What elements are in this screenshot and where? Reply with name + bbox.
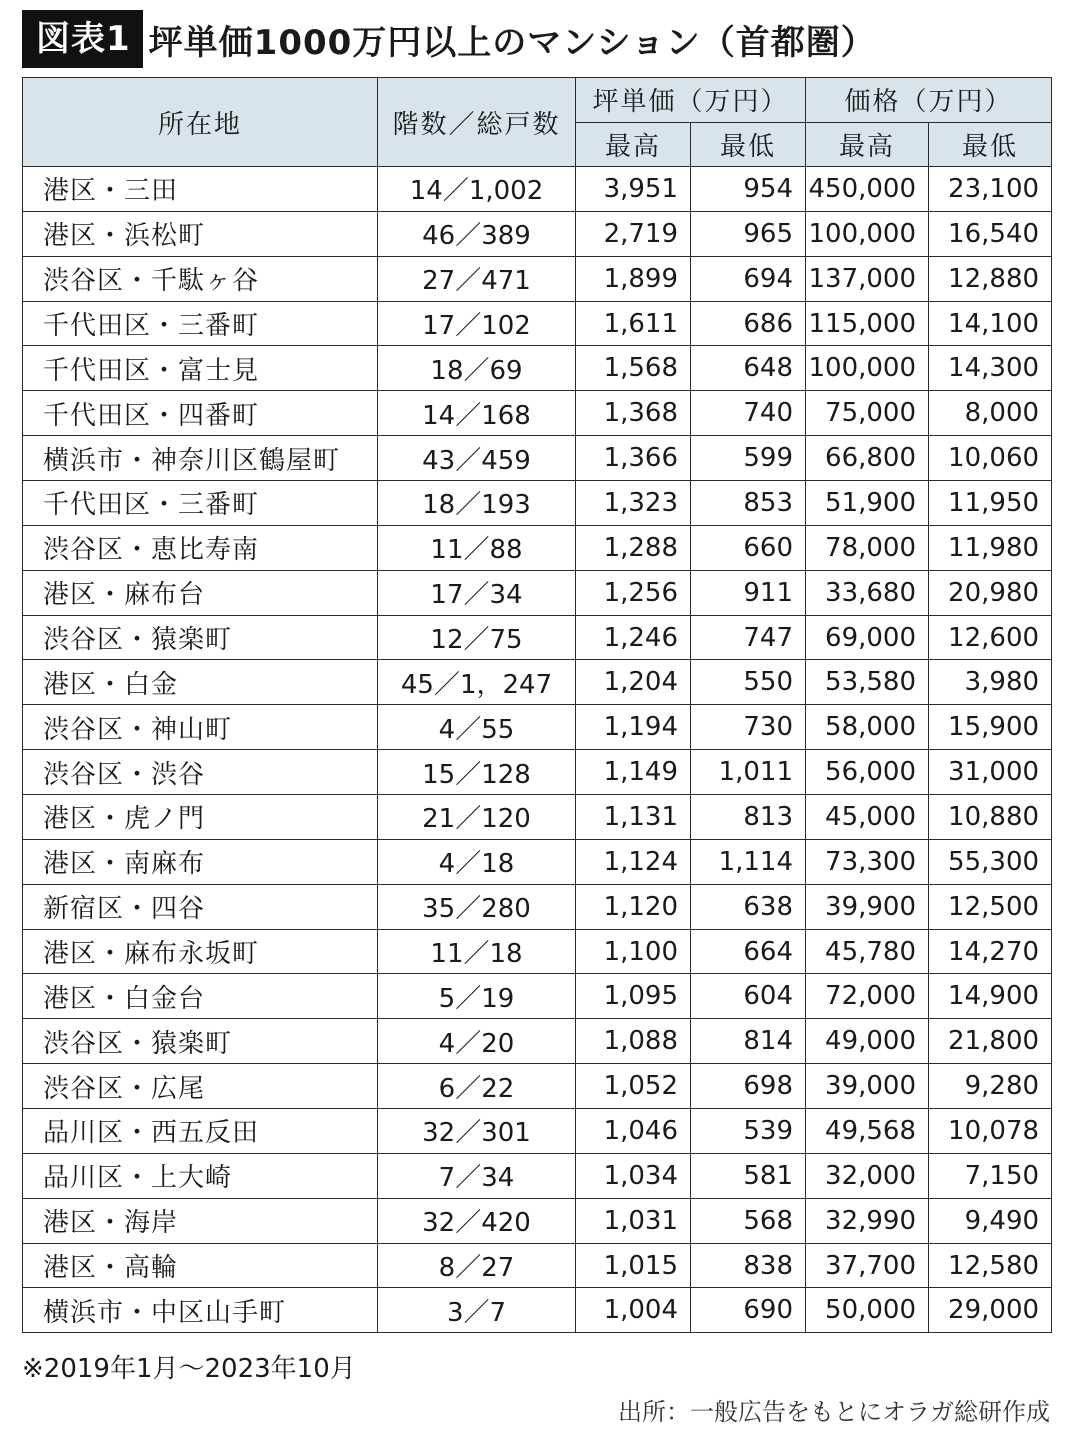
cell-floors-units: 12／75 bbox=[378, 615, 576, 660]
cell-location: 千代田区・三番町 bbox=[23, 301, 378, 346]
cell-floors-units: 14／1,002 bbox=[378, 167, 576, 212]
cell-floors-units: 4／20 bbox=[378, 1019, 576, 1064]
cell-price-high: 100,000 bbox=[806, 346, 929, 391]
cell-location: 港区・白金台 bbox=[23, 974, 378, 1019]
cell-price-low: 20,980 bbox=[929, 570, 1052, 615]
cell-price-high: 100,000 bbox=[806, 211, 929, 256]
cell-floors-units: 18／69 bbox=[378, 346, 576, 391]
cell-unit-price-high: 1,015 bbox=[576, 1243, 691, 1288]
table-row bbox=[23, 705, 1052, 750]
cell-unit-price-high: 1,124 bbox=[576, 839, 691, 884]
cell-floors-units: 32／420 bbox=[378, 1198, 576, 1243]
figure-title: 坪単価1000万円以上のマンション（首都圏） bbox=[148, 22, 876, 63]
cell-unit-price-low: 648 bbox=[691, 346, 806, 391]
cell-unit-price-high: 2,719 bbox=[576, 211, 691, 256]
cell-price-high: 137,000 bbox=[806, 256, 929, 301]
cell-unit-price-high: 1,366 bbox=[576, 436, 691, 481]
cell-unit-price-high: 1,611 bbox=[576, 301, 691, 346]
cell-unit-price-low: 539 bbox=[691, 1109, 806, 1154]
cell-price-low: 55,300 bbox=[929, 839, 1052, 884]
cell-unit-price-high: 1,131 bbox=[576, 795, 691, 840]
cell-price-low: 14,270 bbox=[929, 929, 1052, 974]
cell-location: 港区・南麻布 bbox=[23, 839, 378, 884]
cell-location: 港区・海岸 bbox=[23, 1198, 378, 1243]
cell-location: 港区・麻布台 bbox=[23, 570, 378, 615]
cell-unit-price-low: 690 bbox=[691, 1288, 806, 1333]
cell-price-low: 9,490 bbox=[929, 1198, 1052, 1243]
cell-location: 渋谷区・神山町 bbox=[23, 705, 378, 750]
cell-location: 渋谷区・渋谷 bbox=[23, 750, 378, 795]
cell-floors-units: 6／22 bbox=[378, 1064, 576, 1109]
cell-location: 港区・虎ノ門 bbox=[23, 795, 378, 840]
cell-price-high: 45,780 bbox=[806, 929, 929, 974]
cell-price-low: 12,880 bbox=[929, 256, 1052, 301]
cell-price-high: 37,700 bbox=[806, 1243, 929, 1288]
cell-location: 千代田区・三番町 bbox=[23, 481, 378, 526]
cell-price-low: 11,950 bbox=[929, 481, 1052, 526]
cell-price-high: 56,000 bbox=[806, 750, 929, 795]
cell-unit-price-high: 1,046 bbox=[576, 1109, 691, 1154]
cell-floors-units: 7／34 bbox=[378, 1153, 576, 1198]
cell-price-high: 49,568 bbox=[806, 1109, 929, 1154]
cell-unit-price-low: 686 bbox=[691, 301, 806, 346]
cell-price-high: 53,580 bbox=[806, 660, 929, 705]
cell-price-low: 14,300 bbox=[929, 346, 1052, 391]
cell-location: 港区・高輪 bbox=[23, 1243, 378, 1288]
cell-unit-price-high: 1,100 bbox=[576, 929, 691, 974]
cell-price-low: 11,980 bbox=[929, 525, 1052, 570]
cell-unit-price-low: 599 bbox=[691, 436, 806, 481]
header-unit-price-low: 最低 bbox=[691, 122, 806, 167]
cell-unit-price-high: 1,095 bbox=[576, 974, 691, 1019]
cell-location: 港区・三田 bbox=[23, 167, 378, 212]
header-unit-price-high: 最高 bbox=[576, 122, 691, 167]
cell-unit-price-low: 853 bbox=[691, 481, 806, 526]
table-row bbox=[23, 167, 1052, 212]
cell-price-high: 39,900 bbox=[806, 884, 929, 929]
cell-price-low: 12,500 bbox=[929, 884, 1052, 929]
cell-unit-price-low: 550 bbox=[691, 660, 806, 705]
cell-unit-price-high: 1,568 bbox=[576, 346, 691, 391]
cell-location: 港区・麻布永坂町 bbox=[23, 929, 378, 974]
cell-unit-price-high: 1,368 bbox=[576, 391, 691, 436]
cell-price-high: 49,000 bbox=[806, 1019, 929, 1064]
cell-price-low: 31,000 bbox=[929, 750, 1052, 795]
cell-unit-price-high: 1,246 bbox=[576, 615, 691, 660]
table-row bbox=[23, 1019, 1052, 1064]
cell-price-high: 115,000 bbox=[806, 301, 929, 346]
cell-price-high: 33,680 bbox=[806, 570, 929, 615]
cell-unit-price-low: 1,114 bbox=[691, 839, 806, 884]
cell-floors-units: 3／7 bbox=[378, 1288, 576, 1333]
cell-unit-price-high: 1,120 bbox=[576, 884, 691, 929]
cell-price-high: 75,000 bbox=[806, 391, 929, 436]
table-row bbox=[23, 1153, 1052, 1198]
cell-price-high: 73,300 bbox=[806, 839, 929, 884]
cell-unit-price-high: 1,149 bbox=[576, 750, 691, 795]
table-row bbox=[23, 481, 1052, 526]
table-row bbox=[23, 256, 1052, 301]
header-location: 所在地 bbox=[23, 78, 378, 167]
cell-unit-price-low: 638 bbox=[691, 884, 806, 929]
cell-location: 横浜市・神奈川区鶴屋町 bbox=[23, 436, 378, 481]
cell-floors-units: 11／18 bbox=[378, 929, 576, 974]
cell-floors-units: 43／459 bbox=[378, 436, 576, 481]
cell-location: 品川区・西五反田 bbox=[23, 1109, 378, 1154]
source-credit: 出所：一般広告をもとにオラガ総研作成 bbox=[618, 1398, 1050, 1426]
table-header bbox=[23, 78, 1052, 167]
cell-price-low: 23,100 bbox=[929, 167, 1052, 212]
cell-unit-price-low: 568 bbox=[691, 1198, 806, 1243]
cell-unit-price-high: 1,034 bbox=[576, 1153, 691, 1198]
header-price: 価格（万円） bbox=[806, 78, 1052, 123]
cell-price-low: 10,880 bbox=[929, 795, 1052, 840]
cell-price-low: 3,980 bbox=[929, 660, 1052, 705]
cell-unit-price-low: 740 bbox=[691, 391, 806, 436]
cell-unit-price-low: 581 bbox=[691, 1153, 806, 1198]
cell-location: 港区・浜松町 bbox=[23, 211, 378, 256]
header-floors-units: 階数／総戸数 bbox=[378, 78, 576, 167]
cell-unit-price-low: 730 bbox=[691, 705, 806, 750]
table-row bbox=[23, 750, 1052, 795]
table-row bbox=[23, 1109, 1052, 1154]
table-row bbox=[23, 929, 1052, 974]
table-row bbox=[23, 615, 1052, 660]
cell-price-low: 12,580 bbox=[929, 1243, 1052, 1288]
cell-unit-price-high: 1,031 bbox=[576, 1198, 691, 1243]
cell-unit-price-low: 954 bbox=[691, 167, 806, 212]
cell-price-low: 14,100 bbox=[929, 301, 1052, 346]
table-body bbox=[23, 167, 1052, 1333]
header-unit-price: 坪単価（万円） bbox=[576, 78, 806, 123]
cell-unit-price-low: 814 bbox=[691, 1019, 806, 1064]
cell-price-high: 450,000 bbox=[806, 167, 929, 212]
cell-unit-price-low: 698 bbox=[691, 1064, 806, 1109]
cell-price-low: 12,600 bbox=[929, 615, 1052, 660]
cell-price-low: 15,900 bbox=[929, 705, 1052, 750]
cell-price-high: 39,000 bbox=[806, 1064, 929, 1109]
cell-floors-units: 17／102 bbox=[378, 301, 576, 346]
cell-unit-price-low: 838 bbox=[691, 1243, 806, 1288]
cell-price-low: 8,000 bbox=[929, 391, 1052, 436]
cell-floors-units: 5／19 bbox=[378, 974, 576, 1019]
cell-price-low: 29,000 bbox=[929, 1288, 1052, 1333]
cell-unit-price-high: 3,951 bbox=[576, 167, 691, 212]
cell-unit-price-low: 660 bbox=[691, 525, 806, 570]
cell-unit-price-high: 1,256 bbox=[576, 570, 691, 615]
cell-price-high: 66,800 bbox=[806, 436, 929, 481]
header-price-low: 最低 bbox=[929, 122, 1052, 167]
cell-unit-price-high: 1,088 bbox=[576, 1019, 691, 1064]
cell-floors-units: 17／34 bbox=[378, 570, 576, 615]
cell-floors-units: 4／18 bbox=[378, 839, 576, 884]
table-row bbox=[23, 1198, 1052, 1243]
cell-price-high: 51,900 bbox=[806, 481, 929, 526]
condo-table bbox=[22, 77, 1052, 1333]
cell-price-low: 7,150 bbox=[929, 1153, 1052, 1198]
cell-location: 渋谷区・千駄ヶ谷 bbox=[23, 256, 378, 301]
table-row bbox=[23, 211, 1052, 256]
cell-floors-units: 21／120 bbox=[378, 795, 576, 840]
cell-price-low: 16,540 bbox=[929, 211, 1052, 256]
period-note: ※2019年1月～2023年10月 bbox=[22, 1354, 356, 1384]
cell-floors-units: 46／389 bbox=[378, 211, 576, 256]
table-row bbox=[23, 974, 1052, 1019]
cell-unit-price-low: 911 bbox=[691, 570, 806, 615]
table-row bbox=[23, 884, 1052, 929]
table-row bbox=[23, 570, 1052, 615]
cell-floors-units: 14／168 bbox=[378, 391, 576, 436]
cell-unit-price-high: 1,052 bbox=[576, 1064, 691, 1109]
cell-location: 渋谷区・広尾 bbox=[23, 1064, 378, 1109]
cell-unit-price-low: 1,011 bbox=[691, 750, 806, 795]
cell-location: 港区・白金 bbox=[23, 660, 378, 705]
table-row bbox=[23, 391, 1052, 436]
cell-location: 千代田区・富士見 bbox=[23, 346, 378, 391]
cell-unit-price-low: 813 bbox=[691, 795, 806, 840]
cell-price-high: 58,000 bbox=[806, 705, 929, 750]
table-row bbox=[23, 1064, 1052, 1109]
table-row bbox=[23, 436, 1052, 481]
cell-price-low: 10,060 bbox=[929, 436, 1052, 481]
cell-location: 千代田区・四番町 bbox=[23, 391, 378, 436]
cell-floors-units: 32／301 bbox=[378, 1109, 576, 1154]
cell-price-high: 72,000 bbox=[806, 974, 929, 1019]
cell-unit-price-low: 965 bbox=[691, 211, 806, 256]
cell-floors-units: 4／55 bbox=[378, 705, 576, 750]
cell-location: 渋谷区・猿楽町 bbox=[23, 1019, 378, 1064]
cell-floors-units: 45／1，247 bbox=[378, 660, 576, 705]
cell-floors-units: 15／128 bbox=[378, 750, 576, 795]
table-row bbox=[23, 525, 1052, 570]
cell-unit-price-high: 1,899 bbox=[576, 256, 691, 301]
header-price-high: 最高 bbox=[806, 122, 929, 167]
cell-unit-price-high: 1,194 bbox=[576, 705, 691, 750]
cell-floors-units: 27／471 bbox=[378, 256, 576, 301]
figure-title-row bbox=[22, 10, 876, 68]
table-row bbox=[23, 660, 1052, 705]
table-row bbox=[23, 346, 1052, 391]
cell-location: 品川区・上大崎 bbox=[23, 1153, 378, 1198]
table-row bbox=[23, 795, 1052, 840]
cell-price-low: 14,900 bbox=[929, 974, 1052, 1019]
figure-badge: 図表1 bbox=[22, 10, 143, 68]
cell-location: 横浜市・中区山手町 bbox=[23, 1288, 378, 1333]
cell-unit-price-high: 1,323 bbox=[576, 481, 691, 526]
cell-floors-units: 35／280 bbox=[378, 884, 576, 929]
cell-unit-price-high: 1,004 bbox=[576, 1288, 691, 1333]
cell-floors-units: 8／27 bbox=[378, 1243, 576, 1288]
table-row bbox=[23, 301, 1052, 346]
cell-price-high: 45,000 bbox=[806, 795, 929, 840]
cell-floors-units: 18／193 bbox=[378, 481, 576, 526]
table-row bbox=[23, 1243, 1052, 1288]
cell-price-low: 10,078 bbox=[929, 1109, 1052, 1154]
cell-floors-units: 11／88 bbox=[378, 525, 576, 570]
cell-unit-price-high: 1,204 bbox=[576, 660, 691, 705]
cell-price-high: 78,000 bbox=[806, 525, 929, 570]
cell-unit-price-low: 694 bbox=[691, 256, 806, 301]
cell-price-high: 32,990 bbox=[806, 1198, 929, 1243]
cell-price-high: 50,000 bbox=[806, 1288, 929, 1333]
cell-price-low: 21,800 bbox=[929, 1019, 1052, 1064]
cell-location: 渋谷区・恵比寿南 bbox=[23, 525, 378, 570]
cell-unit-price-high: 1,288 bbox=[576, 525, 691, 570]
cell-price-high: 69,000 bbox=[806, 615, 929, 660]
cell-location: 渋谷区・猿楽町 bbox=[23, 615, 378, 660]
table-row bbox=[23, 1288, 1052, 1333]
cell-price-low: 9,280 bbox=[929, 1064, 1052, 1109]
cell-price-high: 32,000 bbox=[806, 1153, 929, 1198]
cell-location: 新宿区・四谷 bbox=[23, 884, 378, 929]
cell-unit-price-low: 664 bbox=[691, 929, 806, 974]
cell-unit-price-low: 747 bbox=[691, 615, 806, 660]
table-row bbox=[23, 839, 1052, 884]
cell-unit-price-low: 604 bbox=[691, 974, 806, 1019]
